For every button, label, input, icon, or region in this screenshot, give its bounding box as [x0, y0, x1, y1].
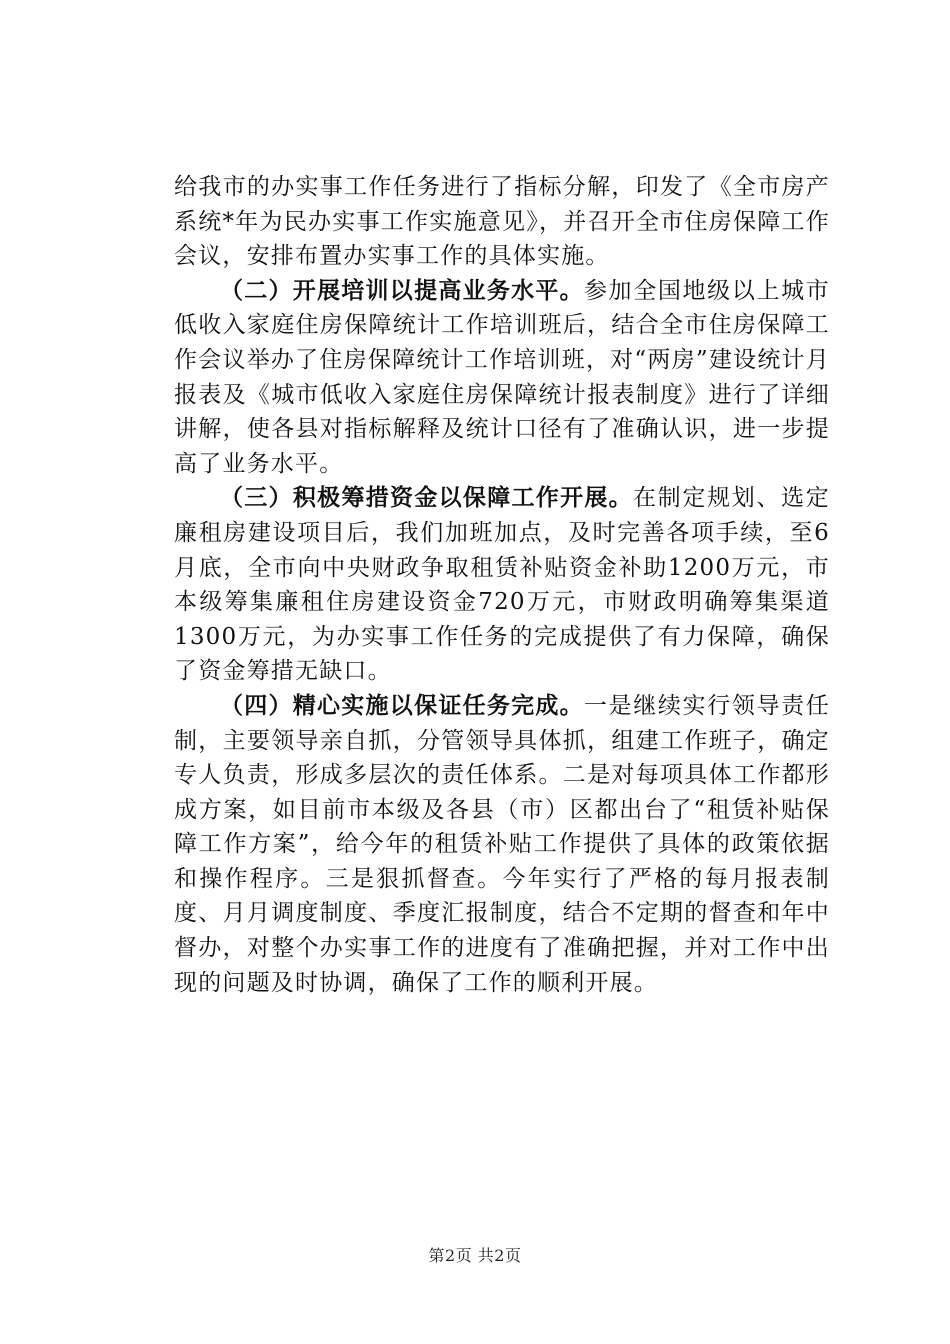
paragraph-text: 参加全国地级以上城市低收入家庭住房保障统计工作培训班后，结合全市住房保障工作会议举办了住房保障统计工作培训班，对“两房”建设统计月报表及《城市低收入家庭住房保障统计报表制度》进行了详细讲解，使各县对指标解释及统计口径有了准确认识，进一步提高了业务水平。 — [174, 277, 831, 477]
section-heading-training: （二）开展培训以提高业务水平。 — [220, 277, 584, 304]
paragraph-implementation — [174, 689, 830, 1000]
paragraph-text: 在制定规划、选定廉租房建设项目后，我们加班加点，及时完善各项手续，至6月底，全市向中央财政争取租赁补贴资金补助1200万元，市本级筹集廉租住房建设资金720万元，市财政明确筹集渠道1300万元，为办实事工作任务的完成提供了有力保障，确保了资金筹措无缺口。 — [174, 485, 830, 685]
section-heading-funding: （三）积极筹措资金以保障工作开展。 — [220, 485, 633, 512]
section-heading-implementation: （四）精心实施以保证任务完成。 — [220, 692, 584, 719]
paragraph-text: 给我市的办实事工作任务进行了指标分解，印发了《全市房产系统*年为民办实事工作实施意见》，并召开全市住房保障工作会议，安排布置办实事工作的具体实施。 — [174, 174, 830, 270]
document-body — [174, 170, 830, 1000]
paragraph-funding — [174, 481, 830, 689]
paragraph-training — [174, 274, 830, 482]
paragraph-text: 一是继续实行领导责任制，主要领导亲自抓，分管领导具体抓，组建工作班子，确定专人负责，形成多层次的责任体系。二是对每项具体工作都形成方案，如目前市本级及各县（市）区都出台了“租赁补贴保障工作方案”，给今年的租赁补贴工作提供了具体的政策依据和操作程序。三是狠抓督查。今年实行了严格的每月报表制度、月月调度制度、季度汇报制度，结合不定期的督查和年中督办，对整个办实事工作的进度有了准确把握，并对工作中出现的问题及时协调，确保了工作的顺利开展。 — [174, 692, 831, 996]
page-footer — [0, 1243, 950, 1266]
page-number-label: 第2页 共2页 — [428, 1246, 522, 1265]
paragraph-continuation — [174, 170, 830, 274]
